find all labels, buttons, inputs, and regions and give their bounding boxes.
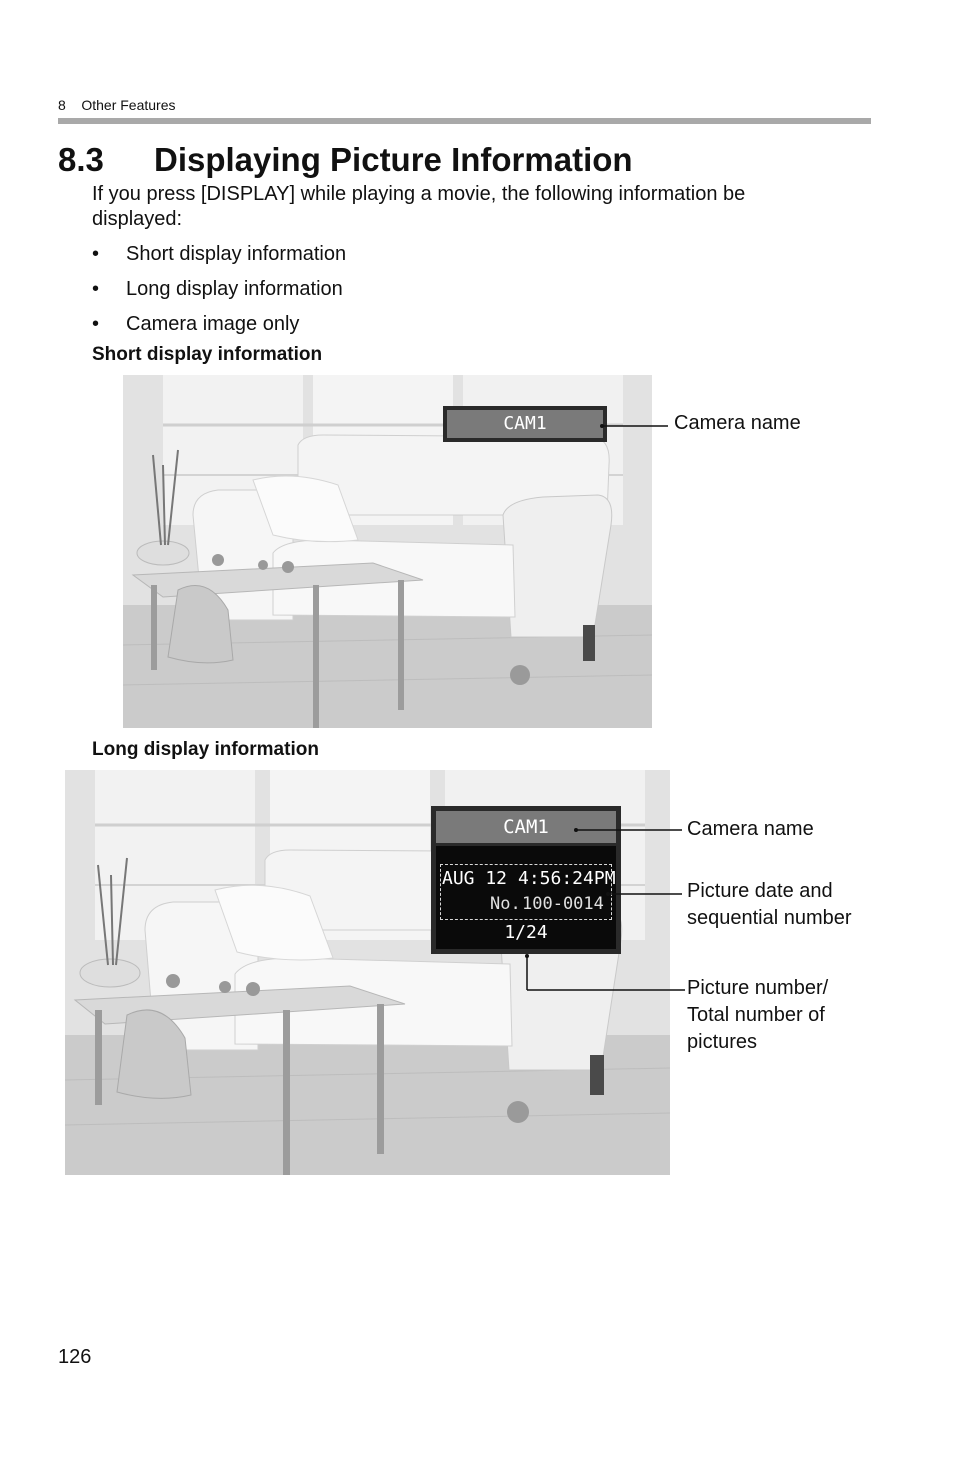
long-display-heading: Long display information xyxy=(92,739,319,760)
short-display-heading: Short display information xyxy=(92,344,323,365)
callout-date-seq-line1: Picture date and xyxy=(687,880,833,902)
header-rule xyxy=(58,118,871,124)
section-title: Displaying Picture Information xyxy=(154,141,633,178)
osd-seq-number: 100-0014 xyxy=(522,894,604,914)
osd-camera-name: CAM1 xyxy=(436,811,616,843)
bullet-icon: • xyxy=(92,313,100,335)
callout-picture-count xyxy=(687,975,828,1056)
callout-leader-line xyxy=(590,416,670,436)
callout-camera-name: Camera name xyxy=(687,818,814,840)
bullet-item xyxy=(92,278,343,301)
bullet-text: Short display information xyxy=(126,243,347,265)
osd-time: 4:56:24PM xyxy=(518,868,616,889)
bullet-text: Camera image only xyxy=(126,313,300,335)
osd-camera-name: CAM1 xyxy=(447,410,603,438)
callout-camera-name: Camera name xyxy=(674,412,801,434)
callout-date-seq xyxy=(687,878,852,932)
callout-count-line1: Picture number/ xyxy=(687,977,829,999)
bullet-icon: • xyxy=(92,243,100,265)
callout-count-line3: pictures xyxy=(687,1031,758,1053)
running-head: 8 Other Features xyxy=(58,97,176,113)
osd-picture-count: 1/24 xyxy=(504,922,548,943)
short-display-photo xyxy=(123,375,652,728)
osd-seq-label: No. xyxy=(490,894,521,914)
callout-leader-count xyxy=(520,952,690,997)
section-number: 8.3 xyxy=(58,141,104,178)
bullet-item xyxy=(92,313,299,336)
callout-date-seq-line2: sequential number xyxy=(687,907,852,929)
page-number: 126 xyxy=(58,1346,92,1368)
bullet-icon: • xyxy=(92,278,100,300)
callout-count-line2: Total number of xyxy=(687,1004,825,1026)
intro-paragraph: If you press [DISPLAY] while playing a movie, the following information be displayed: xyxy=(92,183,746,230)
osd-date: AUG 12 xyxy=(442,868,508,889)
osd-short-box xyxy=(443,406,607,442)
bullet-item xyxy=(92,243,346,266)
bullet-text: Long display information xyxy=(126,278,343,300)
